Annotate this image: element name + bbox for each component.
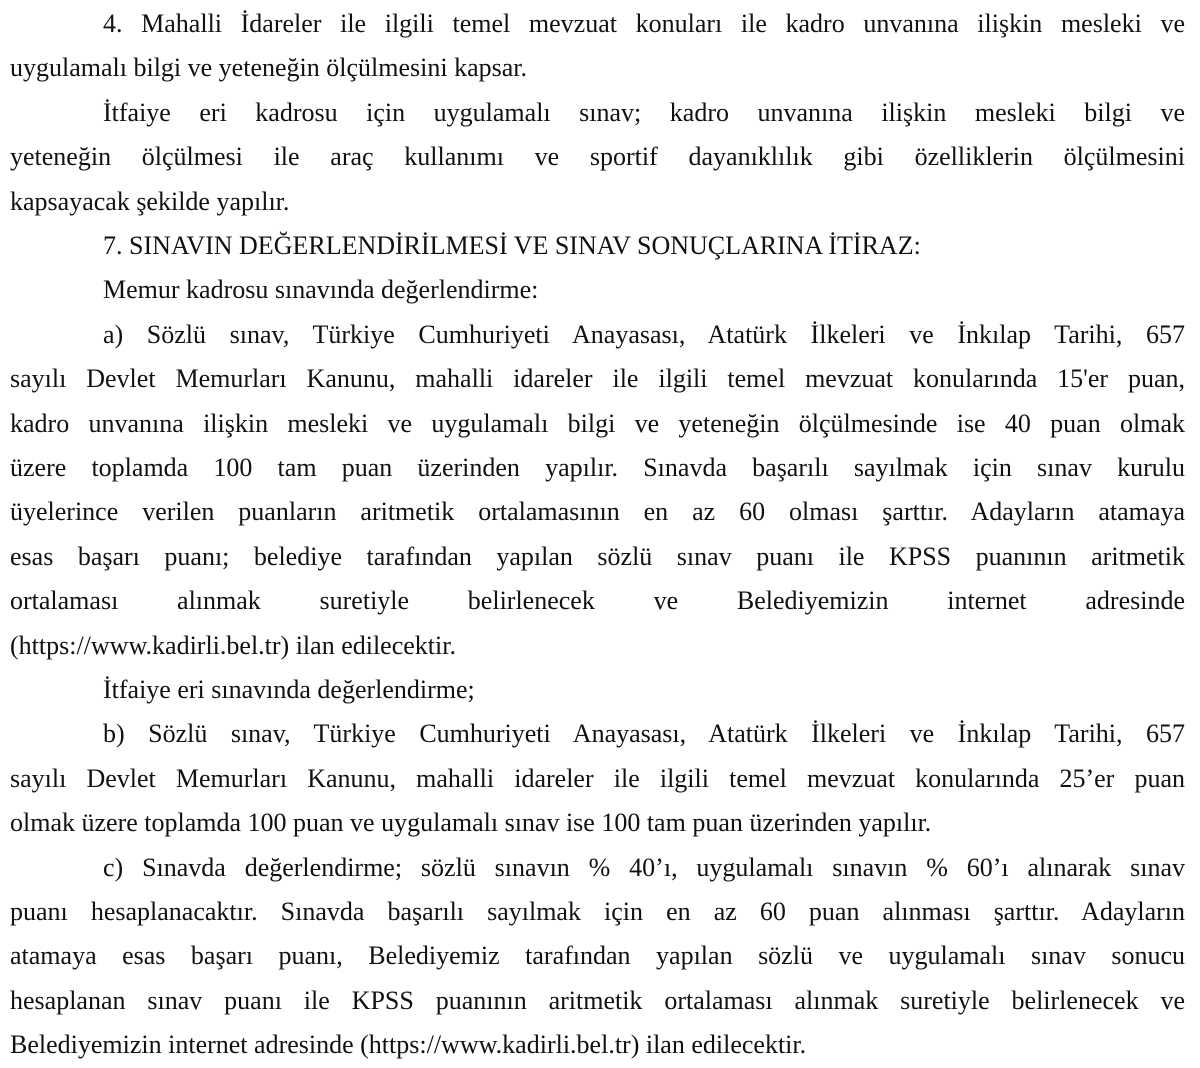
paragraph [10,846,1185,1068]
text-line: 4. Mahalli İdareler ile ilgili temel mevzuat konuları ile kadro unvanına ilişkin mesleki ve [103,9,1185,38]
text-line: a) Sözlü sınav, Türkiye Cumhuriyeti Anayasası, Atatürk İlkeleri ve İnkılap Tarihi, 657 [103,319,1185,349]
text-line: İtfaiye eri sınavında değerlendirme; [103,674,475,704]
paragraph [10,712,1185,845]
paragraph [10,668,1185,712]
text-line: c) Sınavda değerlendirme; sözlü sınavın % 40’ı, uygulamalı sınavın % 60’ı alınarak sınav [103,852,1185,882]
text-line: sayılı Devlet Memurları Kanunu, mahalli idareler ile ilgili temel mevzuat konularında 15'er puan, [10,364,1185,394]
text-line: olmak üzere toplamda 100 puan ve uygulamalı sınav ise 100 tam puan üzerinden yapılır. [10,808,932,838]
text-line: kadro unvanına ilişkin mesleki ve uygulamalı bilgi ve yeteneğin ölçülmesinde ise 40 puan olmak [10,408,1185,438]
text-line: kapsayacak şekilde yapılır. [10,186,290,216]
text-line: Belediyemizin internet adresinde (https://www.kadirli.bel.tr) ilan edilecektir. [10,1030,807,1060]
text-line: uygulamalı bilgi ve yeteneğin ölçülmesini kapsar. [10,53,527,83]
paragraph [10,91,1185,224]
paragraph [10,2,1185,91]
text-line: üyelerince verilen puanların aritmetik ortalamasının en az 60 olması şarttır. Adayların atamaya [10,497,1185,527]
text-line: ortalaması alınmak suretiyle belirlenecek ve Belediyemizin internet adresinde [10,586,1185,616]
text-line: Memur kadrosu sınavında değerlendirme: [103,275,539,305]
text-line: (https://www.kadirli.bel.tr) ilan edilecektir. [10,630,456,660]
text-line: yeteneğin ölçülmesi ile araç kullanımı ve sportif dayanıklılık gibi özelliklerin ölçülmesini [10,142,1185,172]
paragraph [10,268,1185,312]
text-line: hesaplanan sınav puanı ile KPSS puanının aritmetik ortalaması alınmak suretiyle belirlenecek ve [10,985,1185,1015]
text-line: sayılı Devlet Memurları Kanunu, mahalli idareler ile ilgili temel mevzuat konularında 25’er puan [10,763,1185,793]
text-line: puanı hesaplanacaktır. Sınavda başarılı sayılmak için en az 60 puan alınması şarttır. Adayların [10,896,1185,926]
paragraph [10,224,1185,268]
text-line: üzere toplamda 100 tam puan üzerinden yapılır. Sınavda başarılı sayılmak için sınav kurulu [10,452,1185,482]
document-body [10,2,1185,1068]
text-line: esas başarı puanı; belediye tarafından yapılan sözlü sınav puanı ile KPSS puanının aritmetik [10,541,1185,571]
text-line: atamaya esas başarı puanı, Belediyemiz tarafından yapılan sözlü ve uygulamalı sınav sonucu [10,941,1185,971]
paragraph [10,313,1185,668]
text-line: 7. SINAVIN DEĞERLENDİRİLMESİ VE SINAV SONUÇLARINA İTİRAZ: [103,230,921,260]
text-line: İtfaiye eri kadrosu için uygulamalı sınav; kadro unvanına ilişkin mesleki bilgi ve [103,97,1185,127]
text-line: b) Sözlü sınav, Türkiye Cumhuriyeti Anayasası, Atatürk İlkeleri ve İnkılap Tarihi, 657 [103,719,1185,749]
